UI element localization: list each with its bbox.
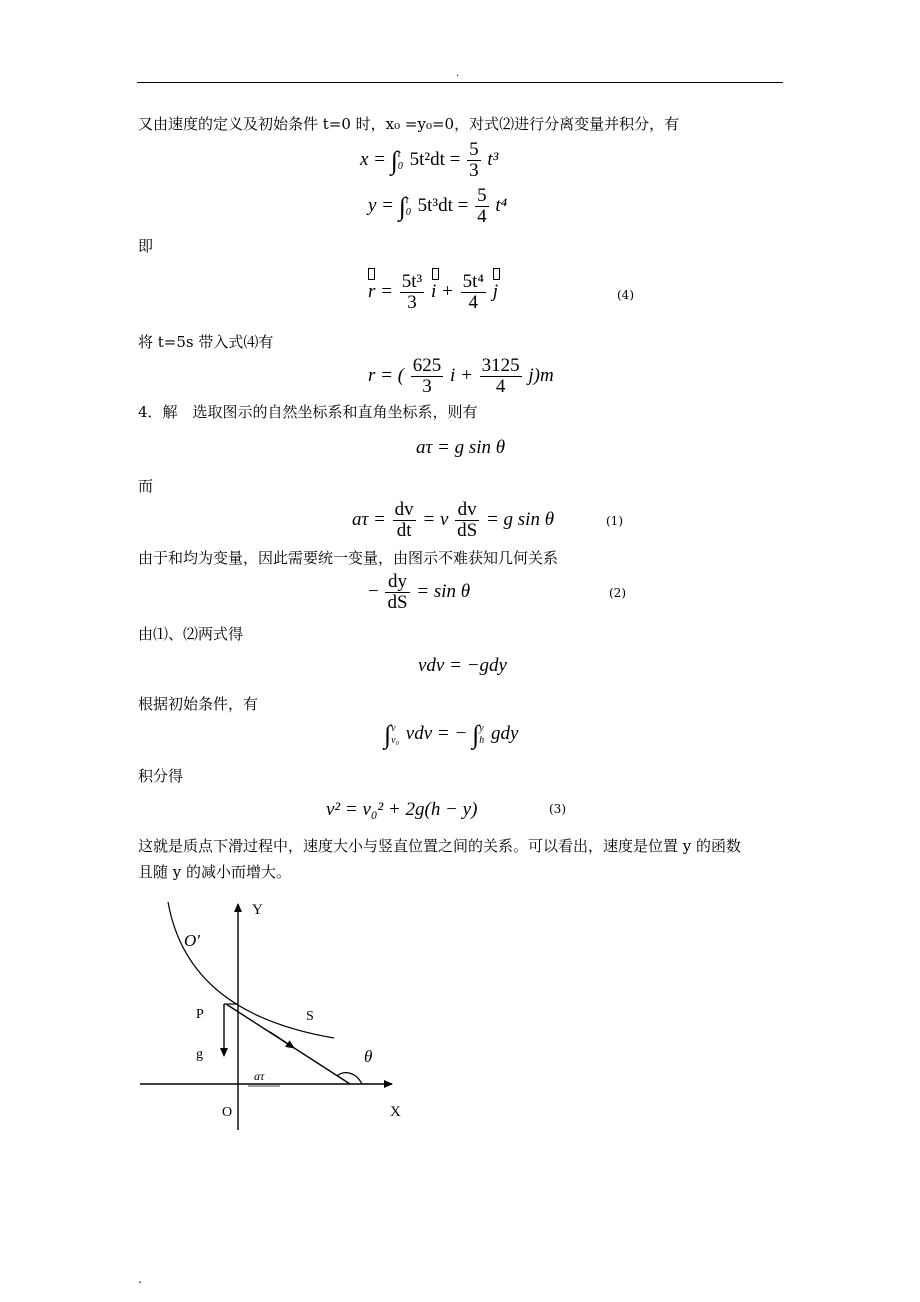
eq1-lhs: aτ = xyxy=(352,508,386,530)
eq-x-rhs: t³ xyxy=(487,148,499,170)
equation-r xyxy=(368,272,498,313)
eq-r-mid: i + xyxy=(430,280,454,302)
equation-label-3: (3) xyxy=(549,802,566,816)
eq-x-fraction: $\frac{5}{3}$ xyxy=(469,139,479,181)
label-o: O xyxy=(222,1105,233,1120)
label-y: Y xyxy=(252,902,263,918)
eq1-fraction-2: $\frac{dv}{dS}$ xyxy=(457,499,478,541)
vector-placeholder-glyph xyxy=(493,268,500,280)
footer-dot: . xyxy=(138,1272,142,1286)
equation-vdv: vdv = −gdy xyxy=(418,655,507,676)
equation-2 xyxy=(368,572,470,613)
integral-sign: ∫ xyxy=(384,719,392,749)
eq-r-lhs: r = xyxy=(368,280,393,302)
equation-y xyxy=(368,186,507,227)
eq-r5-lhs: r = ( xyxy=(368,364,405,386)
eq-r5-fraction-1: $\frac{625}{3}$ xyxy=(412,355,442,397)
paragraph-solution-4: 4．解 选取图示的自然坐标系和直角坐标系，则有 xyxy=(138,403,478,421)
equation-a-tau: aτ = g sin θ xyxy=(416,437,506,458)
eq-int-end: gdy xyxy=(490,723,519,744)
paragraph-geometry: 由于和均为变量，因此需要统一变量，由图示不难获知几何关系 xyxy=(138,549,559,567)
equation-r-t5 xyxy=(368,356,554,397)
vector-placeholder-glyph xyxy=(368,268,375,280)
eq-r-fraction-2: $\frac{\text{5t⁴}}{4}$ xyxy=(462,271,484,313)
eq-x-integrand: 5t²dt = xyxy=(409,148,461,170)
label-g: g xyxy=(196,1047,203,1062)
eq1-fraction-1: $\frac{dv}{dt}$ xyxy=(394,499,414,541)
eq-int-limits-2: y h xyxy=(479,722,485,746)
eq1-rhs: = g sin θ xyxy=(485,508,555,530)
header-rule xyxy=(137,82,783,83)
label-s: S xyxy=(306,1009,314,1024)
eq-y-rhs: t⁴ xyxy=(495,194,508,216)
equation-label-2: (2) xyxy=(609,586,626,600)
eq-x-lhs: x = xyxy=(360,148,387,170)
eq-r-end: j xyxy=(492,280,498,302)
header-dot: . xyxy=(456,68,460,79)
integral-sign: ∫ xyxy=(390,145,398,175)
text-ji: 即 xyxy=(138,237,154,255)
integral-sign: ∫ xyxy=(398,191,406,221)
eq-r-fraction-1: $\frac{\text{5t³}}{3}$ xyxy=(401,271,423,313)
label-x: X xyxy=(390,1104,401,1120)
equation-integral xyxy=(384,719,519,749)
eq2-minus: − xyxy=(368,580,379,602)
eq2-rhs: = sin θ xyxy=(416,580,471,602)
eq-r5-end: j)m xyxy=(528,364,554,386)
label-p: P xyxy=(196,1007,204,1022)
vector-placeholder-glyph xyxy=(432,268,439,280)
paragraph-conclusion-1: 这就是质点下滑过程中，速度大小与竖直位置之间的关系。可以看出，速度是位置 y 的函数 xyxy=(138,837,742,855)
eq2-fraction: $\frac{dy}{dS}$ xyxy=(387,571,408,613)
equation-3: v² = v₀² + 2g(h − y) xyxy=(326,799,478,820)
paragraph-combine: 由⑴、⑵两式得 xyxy=(138,625,244,643)
eq-y-fraction: $\frac{5}{4}$ xyxy=(477,185,487,227)
eq-r5-fraction-2: $\frac{3125}{4}$ xyxy=(481,355,520,397)
eq-x-limits: t 0 xyxy=(397,148,403,172)
equation-x xyxy=(360,140,498,181)
eq-int-limits-1: v v₀ xyxy=(391,722,400,746)
paragraph-substitute: 将 t=5s 带入式⑷有 xyxy=(138,333,274,351)
paragraph-intro: 又由速度的定义及初始条件 t=0 时，x₀ =y₀=0，对式⑵进行分离变量并积分，有 xyxy=(138,115,680,133)
eq-r5-mid: i + xyxy=(450,364,473,386)
label-theta: θ xyxy=(364,1047,373,1066)
label-a-tau: aτ xyxy=(254,1069,265,1083)
label-o-prime: O′ xyxy=(184,931,200,950)
eq-y-limits: t 0 xyxy=(405,194,411,218)
equation-label-4: (4) xyxy=(617,288,634,302)
paragraph-integrate: 积分得 xyxy=(138,767,184,785)
eq1-mid: = v xyxy=(422,508,449,530)
coordinate-figure xyxy=(130,890,420,1130)
text-er: 而 xyxy=(138,477,154,495)
integral-sign: ∫ xyxy=(472,719,480,749)
eq-y-lhs: y = xyxy=(368,194,395,216)
eq-int-mid: vdv = − xyxy=(405,723,468,744)
paragraph-conclusion-2: 且随 y 的减小而增大。 xyxy=(138,863,292,881)
equation-1 xyxy=(352,500,554,541)
eq-y-integrand: 5t³dt = xyxy=(417,194,469,216)
paragraph-initial: 根据初始条件，有 xyxy=(138,695,259,713)
velocity-arrow xyxy=(270,1032,294,1048)
equation-label-1: (1) xyxy=(606,514,623,528)
